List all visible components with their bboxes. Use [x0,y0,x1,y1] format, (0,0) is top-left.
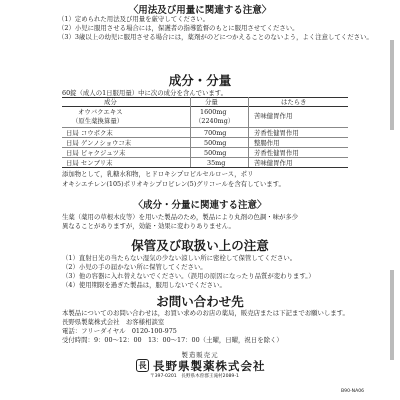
table-cell: 苦味健胃作用 [254,112,293,120]
contact-line: 本製品についてのお問い合わせは，お買い求めのお店の薬局，販売店または下記までお願いします。 [62,309,349,317]
ingredients-note-line: 異なることがありますが，効能・効果に変わりありません。 [62,222,235,230]
contact-title: お問い合わせ先 [156,294,244,309]
usage-caution-title: 〈用法及び用量に関連する注意〉 [128,5,272,16]
additives-line: オキシエチレン(105)ポリオキシプロピレン(5)グリコールを含有しています。 [62,180,285,188]
storage-line: （3）他の容器に入れ替えないでください。（誤用の原因になったり品質が変わります。） [62,272,315,280]
table-cell: 日局 センブリ末 [66,159,113,167]
additives-line: 添加物として，乳糖水和物，ヒドロキシプロピルセルロース，ポリ [62,170,254,178]
table-header: 成分 [104,98,117,106]
table-cell: 整腸作用 [254,139,280,147]
usage-line: （1）定められた用法及び用量を厳守してください。 [58,15,210,23]
table-cell: （原生薬換算量） [72,117,124,125]
company-logo-icon: 長 [136,359,149,372]
table-cell: 日局 ビャクジュツ末 [66,149,126,157]
table-cell: 500mg [204,139,227,147]
ingredients-note-title: 〈成分・分量に関連する注意〉 [133,200,267,211]
table-cell: 1600mg [200,108,227,116]
table-cell: 35mg [207,159,226,167]
usage-line: （3）3歳以上の幼児に服用させる場合には，薬剤がのどにつかえることのないよう，よく注意してください。 [58,33,373,41]
storage-line: （4）使用期限を過ぎた製品は，服用しないでください。 [62,281,226,289]
table-cell: オウバクエキス [78,108,123,116]
table-cell: （2240mg） [195,117,235,125]
table-cell: 700mg [204,129,227,137]
company-name: 長野県製薬株式会社 [153,359,266,373]
usage-line: （2）小児に服用させる場合には，保護者の指導監督のもとに服用させてください。 [58,24,299,32]
ingredients-title: 成分・分量 [168,73,232,88]
crop-mark-decoration [390,40,394,360]
maker-label: 製造販売元 [181,351,219,359]
contact-line: 電話：フリーダイヤル 0120-100-975 [62,327,177,335]
table-cell: 日局 ゲンノショウコ末 [66,139,132,147]
contact-line: 受付時間：9：00～12：00 13：00～17：00（土曜，日曜，祝日を除く） [62,336,283,344]
storage-line: （1）直射日光の当たらない湿気の少ない涼しい所に密栓して保管してください。 [62,254,297,262]
company-address: 〒397-0201 長野県木曽郡王滝村2089-1 [150,374,239,379]
ingredients-intro: 60錠（成人の1日服用量）中に次の成分を含んでいます。 [62,89,228,97]
ingredients-note-line: 生薬（薬用の草根木皮等）を用いた製品のため，製品により丸剤の色調・味が多少 [62,213,299,221]
table-cell: 500mg [204,149,227,157]
table-cell: 芳香性健胃作用 [254,149,299,157]
table-cell: 芳香性健胃作用 [254,129,299,137]
table-header: 分量 [205,98,218,106]
document-code: B90-NA06 [341,389,365,394]
contact-line: 長野県製薬株式会社 お客様相談室 [62,318,165,326]
table-header: はたらき [281,98,307,106]
storage-title: 保管及び取扱い上の注意 [131,238,269,253]
table-cell: 日局 コウボク末 [66,129,113,137]
storage-line: （2）小児の手の届かない所に保管してください。 [62,263,207,271]
table-cell: 苦味健胃作用 [254,159,293,167]
